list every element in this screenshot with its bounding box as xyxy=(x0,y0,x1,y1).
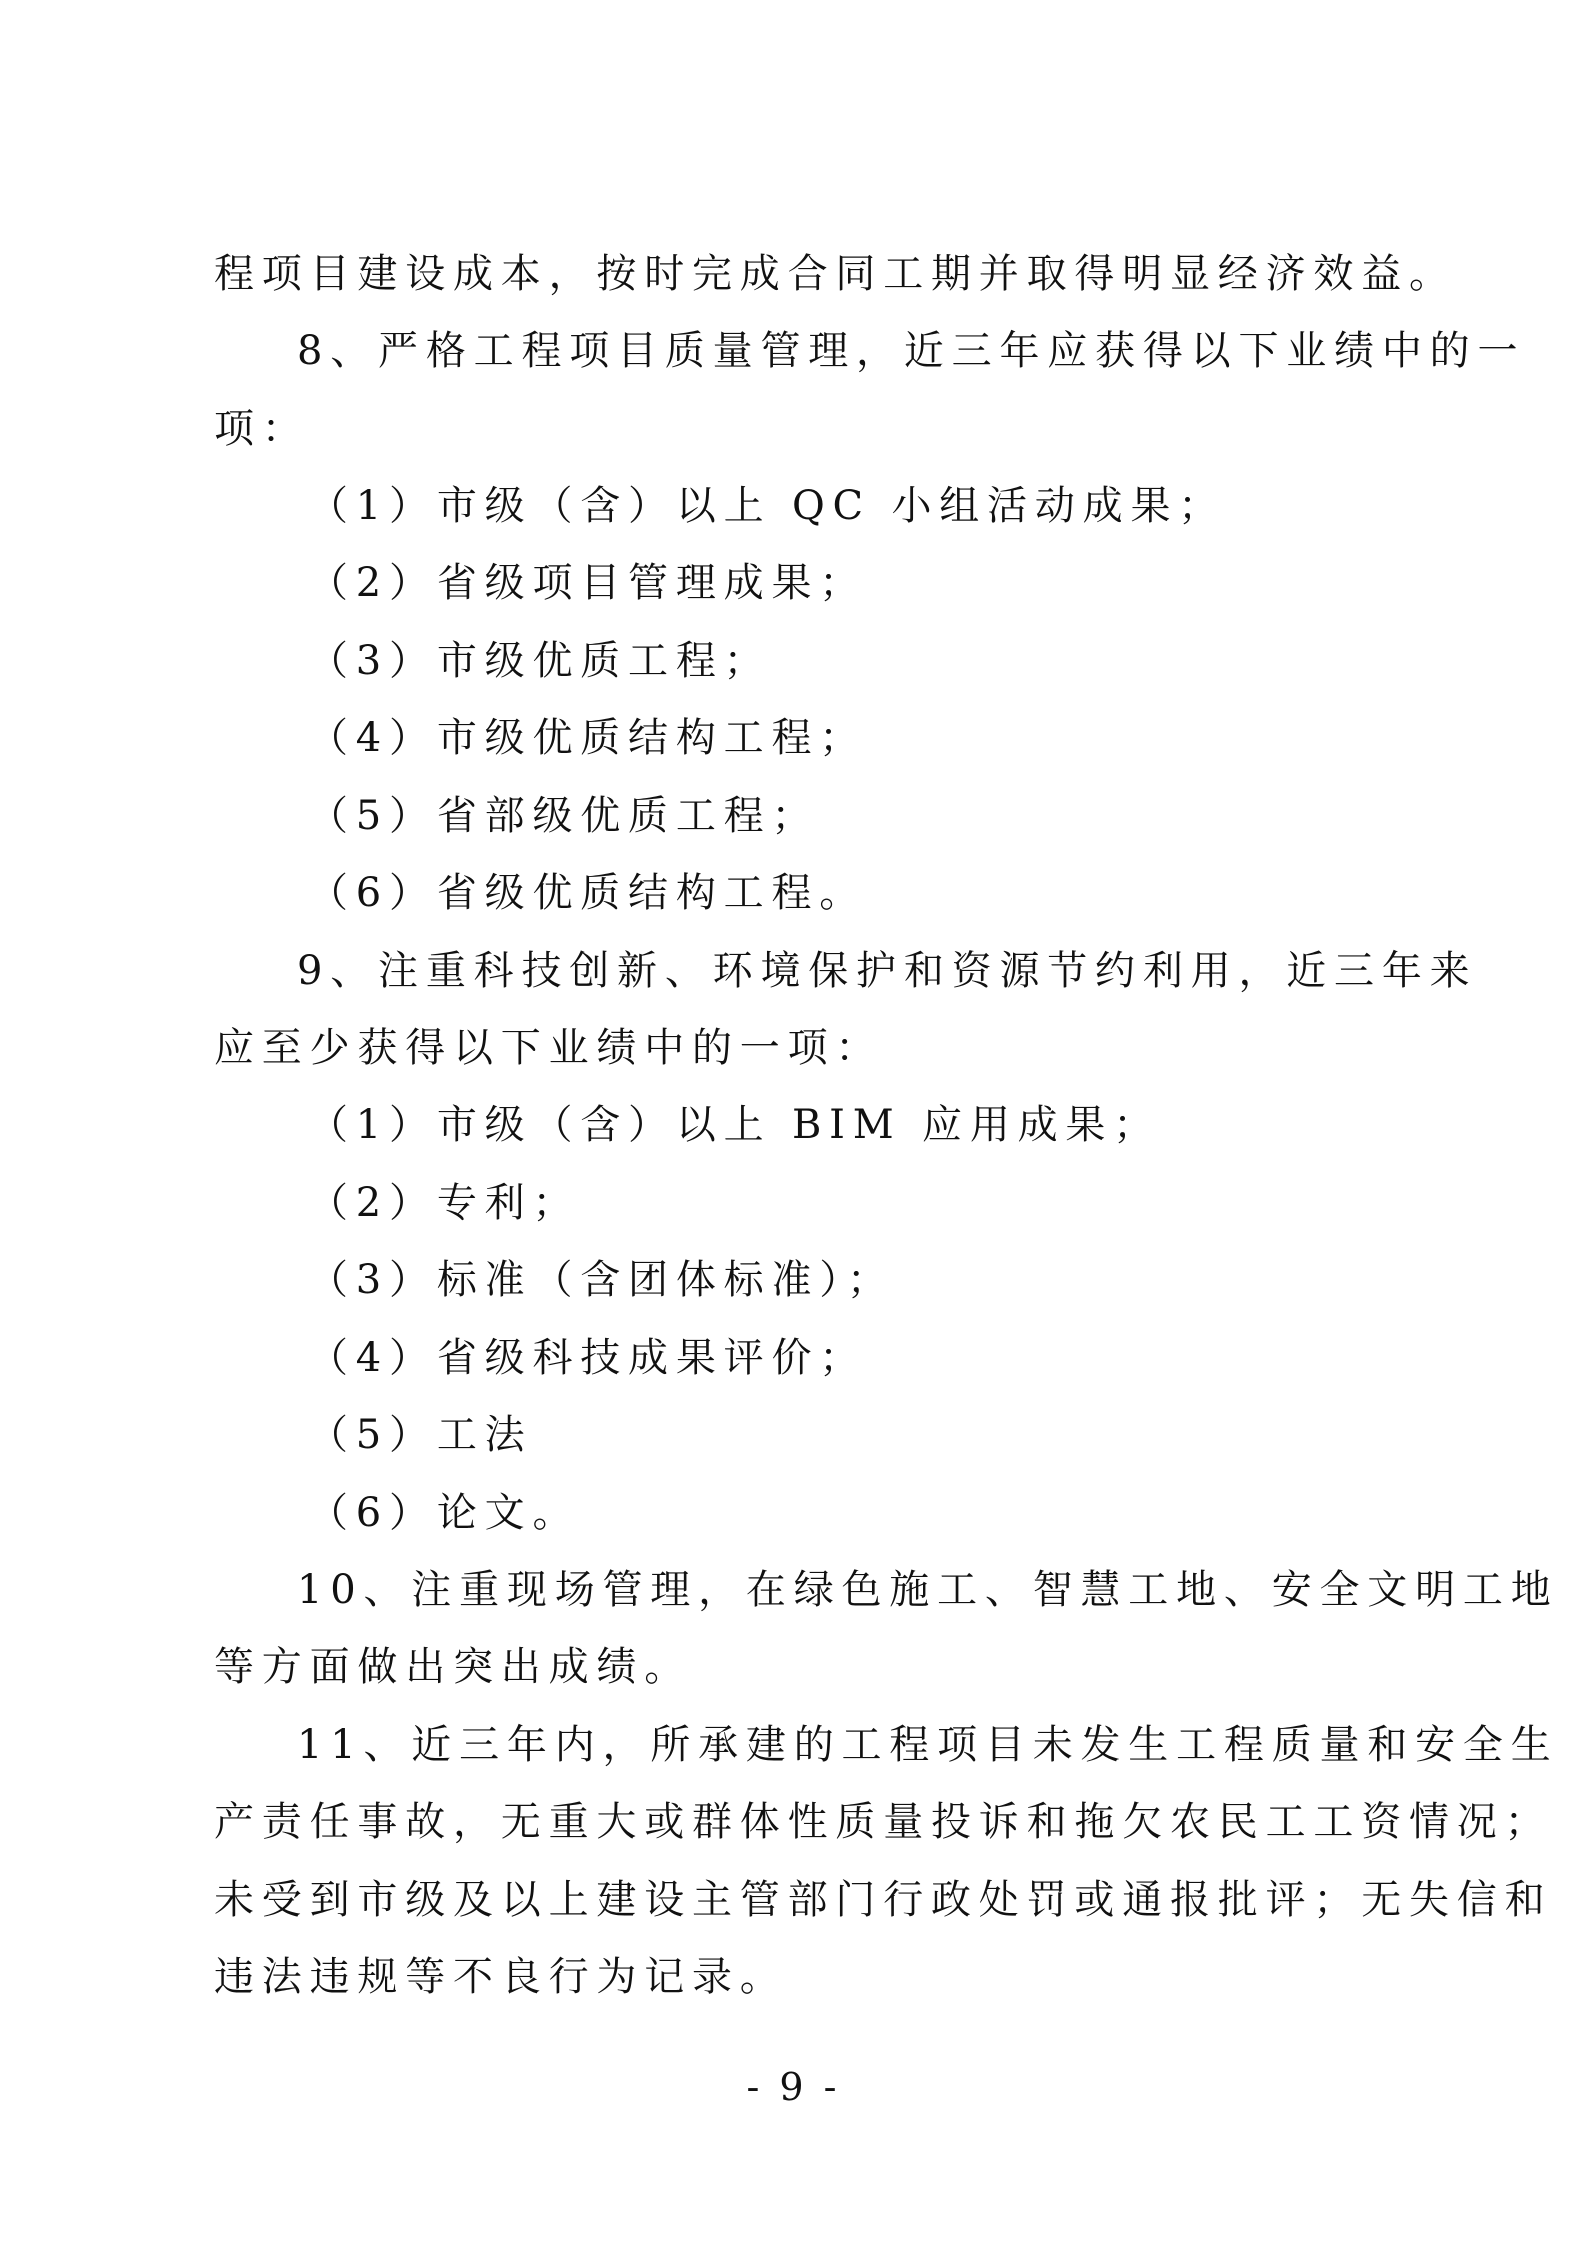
list-item: （6）省级优质结构工程。 xyxy=(308,870,868,916)
list-item: （6）论文。 xyxy=(308,1490,581,1536)
paragraph-line: 程项目建设成本，按时完成合同工期并取得明显经济效益。 xyxy=(214,251,1457,297)
list-item: （2）省级项目管理成果； xyxy=(308,560,868,606)
list-item: （4）市级优质结构工程； xyxy=(308,715,868,761)
page-number: - 9 - xyxy=(746,2065,841,2109)
item-8-heading: 8、严格工程项目质量管理，近三年应获得以下业绩中的一 xyxy=(297,328,1526,374)
list-item: （4）省级科技成果评价； xyxy=(308,1335,868,1381)
list-item: （2）专利； xyxy=(308,1180,581,1226)
list-item: （5）省部级优质工程； xyxy=(308,793,820,839)
list-item: （5）工法 xyxy=(308,1412,533,1458)
item-10-heading: 10、注重现场管理，在绿色施工、智慧工地、安全文明工地 xyxy=(297,1567,1559,1613)
paragraph-line: 项： xyxy=(214,406,310,452)
paragraph-line: 等方面做出突出成绩。 xyxy=(214,1644,692,1690)
list-item: （3）标准（含团体标准）； xyxy=(308,1257,895,1303)
item-11-heading: 11、近三年内，所承建的工程项目未发生工程质量和安全生 xyxy=(297,1722,1559,1768)
list-item: （1）市级（含）以上 BIM 应用成果； xyxy=(308,1102,1162,1148)
paragraph-line: 未受到市级及以上建设主管部门行政处罚或通报批评；无失信和 xyxy=(214,1877,1553,1923)
paragraph-line: 应至少获得以下业绩中的一项： xyxy=(214,1025,884,1071)
paragraph-line: 违法违规等不良行为记录。 xyxy=(214,1954,788,2000)
list-item: （1）市级（含）以上 QC 小组活动成果； xyxy=(308,483,1227,529)
list-item: （3）市级优质工程； xyxy=(308,638,772,684)
item-9-heading: 9、注重科技创新、环境保护和资源节约利用，近三年来 xyxy=(297,948,1478,994)
paragraph-line: 产责任事故，无重大或群体性质量投诉和拖欠农民工工资情况； xyxy=(214,1799,1553,1845)
